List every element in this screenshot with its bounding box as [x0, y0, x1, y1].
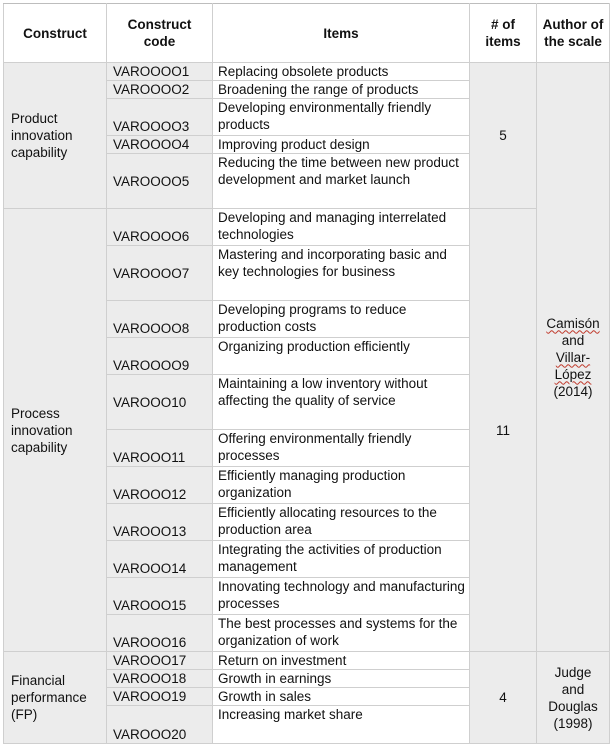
item-cell: Growth in earnings [213, 670, 470, 688]
code-cell: VAROOOO3 [107, 99, 213, 136]
table-row [4, 63, 610, 81]
header-author: Author of the scale [537, 4, 610, 63]
construct-cell: Process innovation capability [4, 209, 107, 652]
author-line: Judge [554, 664, 592, 680]
item-count-cell: 11 [470, 209, 537, 652]
item-cell: Integrating the activities of production management [213, 541, 470, 578]
code-cell: VAROOO14 [107, 541, 213, 578]
item-cell: Innovating technology and manufacturing processes [213, 578, 470, 615]
code-cell: VAROOOO5 [107, 154, 213, 209]
code-cell: VAROOO19 [107, 688, 213, 706]
construct-cell: Financial performance (FP) [4, 652, 107, 744]
item-cell: Developing environmentally friendly products [213, 99, 470, 136]
item-cell: Offering environmentally friendly processes [213, 430, 470, 467]
author-line: Douglas [548, 698, 598, 714]
header-code: Construct code [107, 4, 213, 63]
author-line: and [561, 681, 585, 697]
item-cell: Developing programs to reduce production costs [213, 301, 470, 338]
header-construct: Construct [4, 4, 107, 63]
author-line: and [561, 332, 585, 348]
code-cell: VAROOO13 [107, 504, 213, 541]
author-line: Camisón [546, 315, 600, 331]
header-num-items: # of items [470, 4, 537, 63]
code-cell: VAROOOO9 [107, 338, 213, 375]
code-cell: VAROOO15 [107, 578, 213, 615]
code-cell: VAROOOO1 [107, 63, 213, 81]
item-cell: The best processes and systems for the organization of work [213, 615, 470, 652]
item-cell: Increasing market share [213, 706, 470, 744]
author-line: (2014) [553, 383, 593, 399]
code-cell: VAROOOO2 [107, 81, 213, 99]
item-cell: Replacing obsolete products [213, 63, 470, 81]
code-cell: VAROOO17 [107, 652, 213, 670]
item-cell: Return on investment [213, 652, 470, 670]
code-cell: VAROOO16 [107, 615, 213, 652]
author-line: Villar- [555, 349, 591, 365]
item-cell: Efficiently managing production organization [213, 467, 470, 504]
item-cell: Efficiently allocating resources to the production area [213, 504, 470, 541]
item-cell: Growth in sales [213, 688, 470, 706]
code-cell: VAROOOO7 [107, 246, 213, 301]
scale-table [3, 3, 610, 744]
item-cell: Organizing production efficiently [213, 338, 470, 375]
item-cell: Improving product design [213, 136, 470, 154]
author-line: (1998) [553, 715, 593, 731]
item-cell: Maintaining a low inventory without affecting the quality of service [213, 375, 470, 430]
construct-cell: Product innovation capability [4, 63, 107, 209]
table-row [4, 209, 610, 246]
author-cell [537, 63, 610, 652]
item-cell: Reducing the time between new product development and market launch [213, 154, 470, 209]
item-cell: Mastering and incorporating basic and key technologies for business [213, 246, 470, 301]
code-cell: VAROOO20 [107, 706, 213, 744]
code-cell: VAROOOO8 [107, 301, 213, 338]
item-cell: Broadening the range of products [213, 81, 470, 99]
item-cell: Developing and managing interrelated technologies [213, 209, 470, 246]
code-cell: VAROOO11 [107, 430, 213, 467]
author-cell [537, 652, 610, 744]
code-cell: VAROOO18 [107, 670, 213, 688]
author-line: López [554, 366, 592, 382]
item-count-cell: 5 [470, 63, 537, 209]
item-count-cell: 4 [470, 652, 537, 744]
table-row [4, 652, 610, 670]
code-cell: VAROOO10 [107, 375, 213, 430]
code-cell: VAROOOO6 [107, 209, 213, 246]
code-cell: VAROOO12 [107, 467, 213, 504]
code-cell: VAROOOO4 [107, 136, 213, 154]
header-items: Items [213, 4, 470, 63]
header-row [4, 4, 610, 63]
